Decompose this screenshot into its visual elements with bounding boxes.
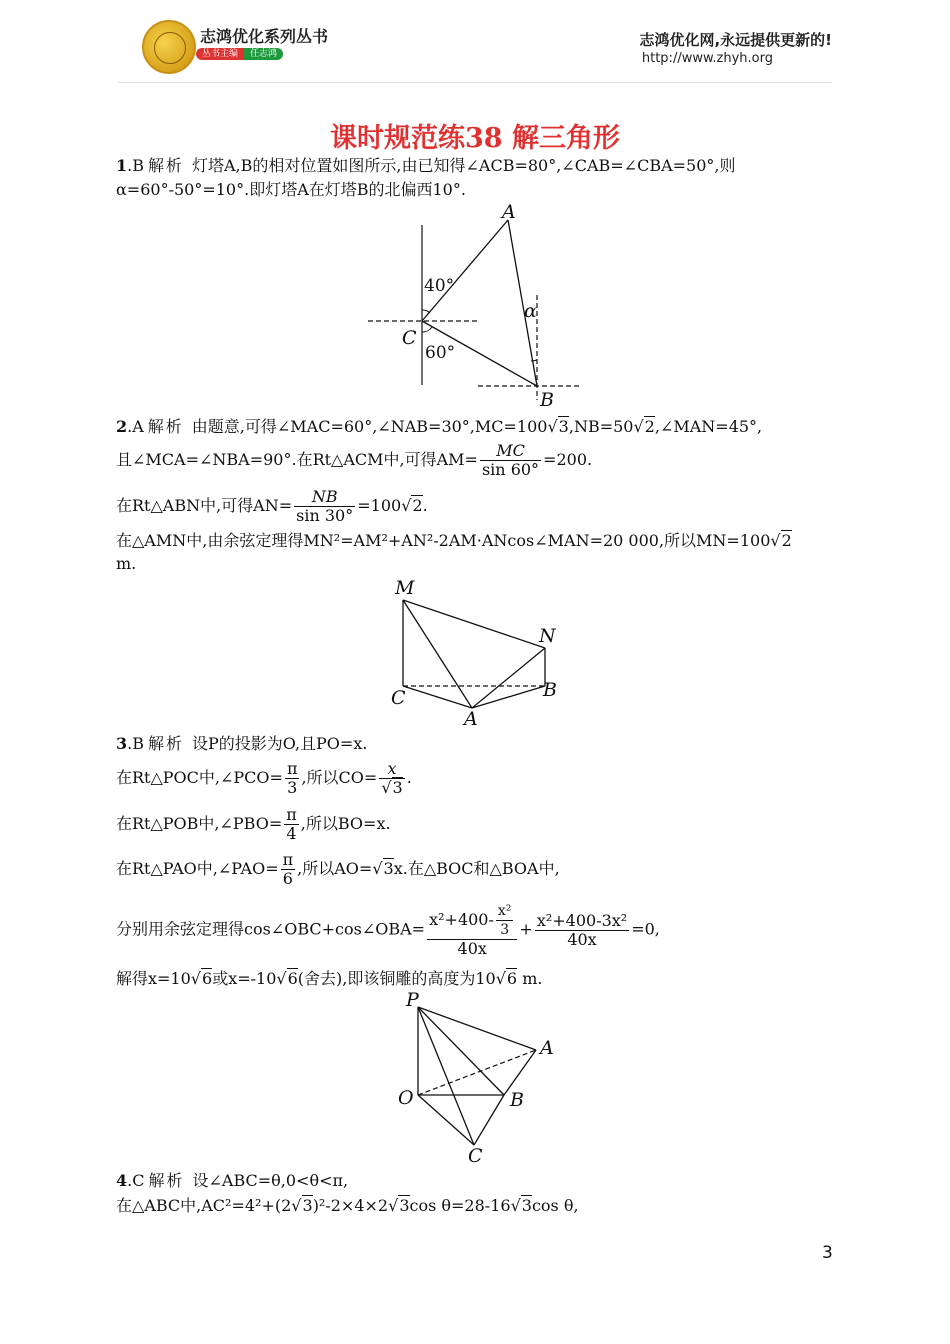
problem-1-line-1: 1.B 解析 灯塔A,B的相对位置如图所示,由已知得∠ACB=80°,∠CAB=∠CBA=50°,则	[116, 156, 736, 175]
problem-2-line-5: m.	[116, 554, 137, 573]
svg-text:α: α	[524, 300, 537, 322]
svg-text:40°: 40°	[424, 276, 455, 296]
problem-3-line-1: 3.B 解析 设P的投影为O,且PO=x.	[116, 734, 368, 753]
problem-3-line-2: 在Rt△POC中,∠PCO= $\frac{\pi}{3}$ ,所以CO= $\frac{x}{√3}$ .	[116, 759, 412, 797]
website-url[interactable]: http://www.zhyh.org	[641, 51, 773, 66]
series-title: 志鸿优化系列丛书	[200, 27, 329, 46]
svg-text:M: M	[395, 577, 415, 599]
problem-2-line-4: 在△AMN中,由余弦定理得MN²=AM²+AN²-2AM·ANcos∠MAN=20 000,所以MN=100√2	[116, 531, 792, 550]
tagline: 志鸿优化网,永远提供更新的!	[639, 31, 832, 49]
publisher-logo	[142, 20, 196, 74]
svg-text:O: O	[398, 1087, 414, 1109]
svg-text:B: B	[510, 1089, 524, 1111]
problem-4-line-2: 在△ABC中,AC²=4²+(2√3)²-2×4×2√3cos θ=28-16√3cos θ,	[116, 1196, 579, 1215]
problem-4-line-1: 4.C 解析 设∠ABC=θ,0<θ<π,	[116, 1171, 349, 1190]
page-number: 3	[822, 1243, 833, 1263]
svg-text:C: C	[391, 687, 406, 709]
problem-2-line-3: 在Rt△ABN中,可得AN= $\frac{NB}{\sin 30^\circ}$ =100√2.	[116, 487, 428, 525]
svg-text:A: A	[540, 1037, 554, 1059]
svg-text:B: B	[540, 389, 554, 411]
page-header	[0, 0, 950, 80]
problem-3-line-4: 在Rt△PAO中,∠PAO= $\frac{\pi}{6}$ ,所以AO=√3x.在△BOC和△BOA中,	[116, 850, 560, 888]
svg-text:C: C	[468, 1145, 483, 1167]
problem-3-line-3: 在Rt△POB中,∠PBO= $\frac{\pi}{4}$ ,所以BO=x.	[116, 805, 391, 843]
svg-text:C: C	[402, 327, 417, 349]
svg-text:N: N	[539, 625, 556, 647]
svg-text:A: A	[464, 708, 478, 730]
editor-badge: 丛书主编 任志鸿	[196, 48, 283, 60]
figure-mountain	[385, 578, 575, 728]
page-title: 课时规范练38 解三角形	[330, 123, 620, 154]
svg-text:60°: 60°	[425, 343, 456, 363]
problem-2-line-1: 2.A 解析 由题意,可得∠MAC=60°,∠NAB=30°,MC=100√3,NB=50√2,∠MAN=45°,	[116, 417, 763, 436]
problem-1-line-2: α=60°-50°=10°.即灯塔A在灯塔B的北偏西10°.	[116, 180, 466, 199]
problem-2-line-2: 且∠MCA=∠NBA=90°.在Rt△ACM中,可得AM= $\frac{MC}{\sin 60^\circ}$ =200.	[116, 441, 593, 479]
svg-text:B: B	[543, 679, 557, 701]
header-divider	[118, 82, 832, 83]
problem-3-line-5: 分别用余弦定理得cos∠OBC+cos∠OBA= x²+400- $\frac{\text{x²}}{3}$ 40x + $\frac{\text{x²+400-3x²}}{40x}$ =0,	[116, 903, 660, 958]
figure-statue	[392, 990, 572, 1170]
problem-3-line-6: 解得x=10√6或x=-10√6(舍去),即该铜雕的高度为10√6 m.	[116, 969, 543, 988]
figure-lighthouse	[360, 200, 600, 410]
svg-text:P: P	[406, 989, 419, 1011]
svg-text:A: A	[502, 201, 516, 223]
